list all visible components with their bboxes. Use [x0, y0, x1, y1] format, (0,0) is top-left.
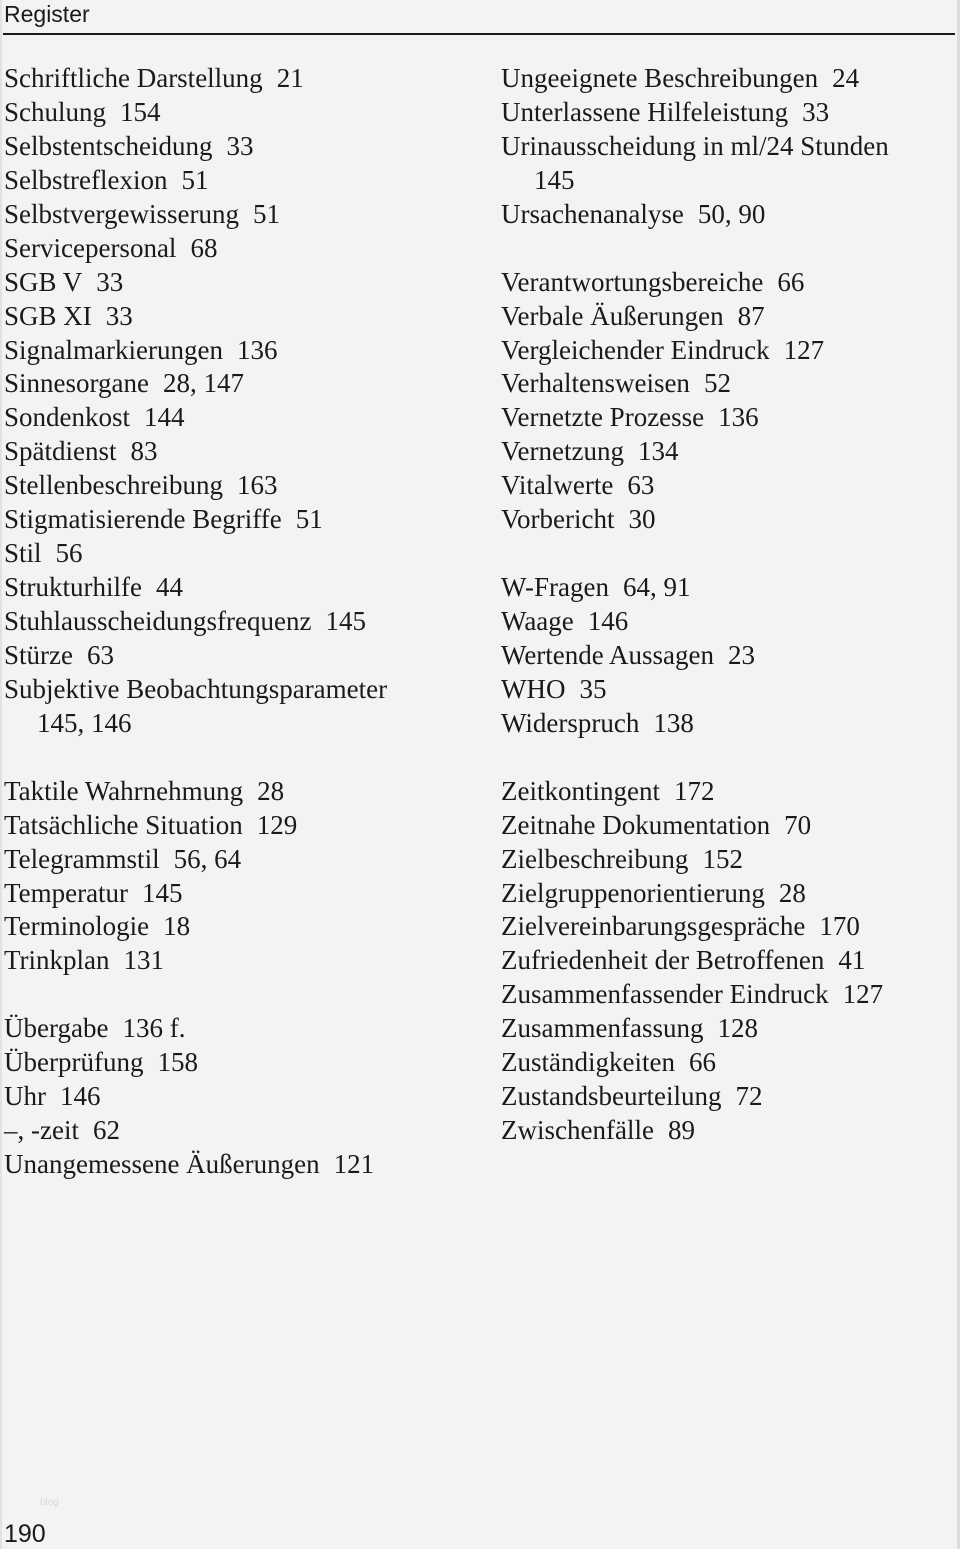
index-page-ref: 172	[673, 775, 715, 806]
index-page-ref: 136	[236, 334, 278, 365]
index-entry	[4, 266, 484, 300]
index-page-ref: 152	[702, 843, 743, 874]
index-entry	[501, 843, 956, 877]
index-page-ref: 52	[703, 368, 731, 399]
index-term: W-Fragen	[501, 572, 609, 603]
index-entry	[4, 775, 484, 809]
page-header-title: Register	[4, 1, 90, 27]
index-term: Trinkplan	[4, 945, 110, 976]
index-spacer	[4, 978, 484, 1012]
index-entry	[501, 944, 956, 978]
index-entry	[4, 96, 484, 130]
index-page-ref: 127	[842, 979, 884, 1010]
index-term: Selbstvergewisserung	[4, 198, 239, 229]
index-page-ref: 41	[838, 945, 866, 976]
index-page-ref: 51	[252, 198, 280, 229]
index-page-ref: 21	[276, 63, 304, 93]
index-entry	[4, 334, 484, 368]
index-term: Stürze	[4, 639, 73, 670]
index-term: SGB XI	[4, 300, 92, 331]
watermark: blog	[40, 1497, 59, 1508]
index-term: Urinausscheidung in ml/24 Stunden	[501, 130, 889, 161]
index-page-ref: 33	[105, 300, 133, 331]
index-entry	[501, 809, 956, 843]
index-entry	[501, 503, 956, 537]
index-term: Ungeeignete Beschreibungen	[501, 63, 819, 93]
index-term: Stil	[4, 538, 42, 569]
index-page-ref: 23	[728, 639, 756, 670]
index-entry	[4, 1012, 484, 1046]
index-entry	[501, 571, 956, 605]
index-page-ref: 28, 147	[162, 368, 244, 399]
index-term: Terminologie	[4, 911, 150, 942]
index-term: Schulung	[4, 96, 107, 127]
index-page-ref: 146	[587, 606, 629, 636]
index-term: Wertende Aussagen	[501, 639, 715, 670]
index-entry	[4, 1148, 484, 1182]
index-spacer	[4, 741, 484, 775]
index-term: Unangemessene Äußerungen	[4, 1149, 320, 1179]
index-entry	[4, 707, 484, 741]
index-term: Telegrammstil	[4, 843, 160, 874]
index-entry	[4, 300, 484, 334]
index-page-ref: 158	[157, 1047, 198, 1078]
index-term: Verhaltensweisen	[501, 368, 690, 399]
index-entry	[501, 978, 956, 1012]
index-page-ref: 50, 90	[697, 198, 766, 229]
index-term: Vergleichender Eindruck	[501, 334, 770, 365]
index-entry	[4, 367, 484, 401]
index-entry	[4, 62, 484, 96]
index-entry	[501, 96, 956, 130]
index-page-ref: 64, 91	[622, 572, 691, 603]
index-page-ref: 145, 146	[37, 707, 132, 738]
index-page-ref: 51	[295, 504, 323, 535]
index-page-ref: 129	[256, 809, 298, 840]
index-term: WHO	[501, 673, 566, 704]
index-page-ref: 145	[142, 877, 183, 908]
index-term: Zusammenfassender Eindruck	[501, 979, 829, 1010]
index-page-ref: 138	[653, 707, 694, 738]
index-entry	[4, 130, 484, 164]
index-entry	[4, 401, 484, 435]
index-page-ref: 131	[123, 945, 165, 976]
index-entry	[4, 435, 484, 469]
index-entry	[501, 1012, 956, 1046]
index-term: Spätdienst	[4, 436, 117, 467]
index-term: Zustandsbeurteilung	[501, 1081, 722, 1112]
index-entry	[501, 367, 956, 401]
index-term: Unterlassene Hilfeleistung	[501, 96, 789, 127]
index-page-ref: 145	[325, 606, 366, 636]
index-entry	[501, 164, 956, 198]
index-column-right	[501, 62, 956, 1148]
index-spacer	[501, 741, 956, 775]
index-entry	[4, 877, 484, 911]
header-divider	[3, 33, 955, 35]
index-entry	[4, 232, 484, 266]
index-entry	[501, 910, 956, 944]
index-term: Zeitkontingent	[501, 775, 660, 806]
index-term: Strukturhilfe	[4, 572, 142, 603]
index-entry	[4, 910, 484, 944]
index-term: Verbale Äußerungen	[501, 300, 724, 331]
index-term: Verantwortungsbereiche	[501, 266, 764, 297]
index-entry	[4, 469, 484, 503]
index-page-ref: 83	[130, 436, 158, 467]
index-page-ref: 145	[534, 164, 575, 195]
index-page-ref: 62	[92, 1115, 120, 1146]
index-term: Uhr	[4, 1081, 46, 1112]
index-spacer	[501, 232, 956, 266]
index-page-ref: 136 f.	[122, 1013, 186, 1044]
index-entry	[501, 469, 956, 503]
index-page-ref: 66	[688, 1047, 716, 1078]
index-term: Zielvereinbarungsgespräche	[501, 911, 806, 942]
index-term: Zusammenfassung	[501, 1013, 704, 1044]
index-page-ref: 28	[778, 877, 806, 908]
index-entry	[4, 537, 484, 571]
index-term: Vernetzung	[501, 436, 624, 467]
index-term: Stuhlausscheidungsfrequenz	[4, 606, 312, 636]
index-entry	[501, 1114, 956, 1148]
index-page-ref: 33	[802, 96, 830, 127]
index-term: Widerspruch	[501, 707, 640, 738]
index-page-ref: 33	[226, 130, 254, 161]
index-entry	[501, 1046, 956, 1080]
index-entry	[4, 673, 484, 707]
index-page-ref: 56	[55, 538, 83, 569]
index-page-ref: 33	[96, 266, 124, 297]
index-term: Ursachenanalyse	[501, 198, 684, 229]
index-term: Zielgruppenorientierung	[501, 877, 765, 908]
index-entry	[4, 944, 484, 978]
index-entry	[501, 62, 956, 96]
index-spacer	[501, 537, 956, 571]
index-page-ref: 121	[333, 1149, 375, 1179]
index-page-ref: 163	[236, 470, 278, 501]
index-term: Vitalwerte	[501, 470, 614, 501]
index-term: –, -zeit	[4, 1115, 79, 1146]
index-page-ref: 170	[819, 911, 860, 942]
index-page-ref: 51	[181, 164, 209, 195]
index-page-ref: 128	[717, 1013, 758, 1044]
index-term: Vorbericht	[501, 504, 615, 535]
index-term: SGB V	[4, 266, 83, 297]
index-entry	[501, 775, 956, 809]
index-entry	[501, 877, 956, 911]
index-entry	[501, 435, 956, 469]
index-column-left	[4, 62, 484, 1182]
index-term: Subjektive Beobachtungsparameter	[4, 673, 388, 704]
index-page-ref: 63	[86, 639, 114, 670]
index-entry	[501, 334, 956, 368]
index-entry	[501, 300, 956, 334]
index-term: Tatsächliche Situation	[4, 809, 243, 840]
index-term: Selbstentscheidung	[4, 130, 213, 161]
index-page-ref: 144	[144, 402, 185, 433]
index-page-ref: 127	[783, 334, 825, 365]
index-term: Zwischenfälle	[501, 1115, 654, 1146]
index-entry	[4, 843, 484, 877]
index-page-ref: 28	[257, 775, 285, 806]
index-term: Vernetzte Prozesse	[501, 402, 705, 433]
index-entry	[4, 503, 484, 537]
index-entry	[501, 639, 956, 673]
index-term: Stellenbeschreibung	[4, 470, 223, 501]
index-term: Sinnesorgane	[4, 368, 149, 399]
index-page-ref: 24	[832, 63, 860, 93]
index-entry	[501, 130, 956, 164]
index-page-ref: 87	[737, 300, 765, 331]
index-page-ref: 134	[637, 436, 679, 467]
index-term: Zielbeschreibung	[501, 843, 689, 874]
index-term: Schriftliche Darstellung	[4, 63, 263, 93]
page-edge-left	[0, 0, 2, 1549]
index-term: Zufriedenheit der Betroffenen	[501, 945, 825, 976]
index-entry	[4, 571, 484, 605]
index-page-ref: 68	[190, 232, 218, 263]
index-page-ref: 146	[60, 1081, 101, 1112]
index-term: Überprüfung	[4, 1047, 144, 1078]
index-entry	[4, 164, 484, 198]
index-page-ref: 154	[120, 96, 161, 127]
index-entry	[4, 605, 484, 639]
index-entry	[4, 1046, 484, 1080]
index-term: Signalmarkierungen	[4, 334, 223, 365]
index-term: Selbstreflexion	[4, 164, 168, 195]
index-entry	[4, 639, 484, 673]
index-page-ref: 89	[667, 1115, 695, 1146]
index-entry	[501, 198, 956, 232]
index-entry	[501, 707, 956, 741]
index-entry	[501, 673, 956, 707]
index-page-ref: 44	[155, 572, 183, 603]
index-entry	[4, 198, 484, 232]
index-term: Zeitnahe Dokumentation	[501, 809, 771, 840]
index-entry	[4, 809, 484, 843]
index-page-ref: 56, 64	[173, 843, 242, 874]
index-entry	[501, 1080, 956, 1114]
index-term: Zuständigkeiten	[501, 1047, 675, 1078]
index-term: Stigmatisierende Begriffe	[4, 504, 282, 535]
page-number: 190	[4, 1520, 46, 1548]
index-page-ref: 18	[163, 911, 191, 942]
index-page-ref: 63	[627, 470, 655, 501]
index-term: Taktile Wahrnehmung	[4, 775, 244, 806]
index-term: Servicepersonal	[4, 232, 177, 263]
index-entry	[4, 1114, 484, 1148]
index-entry	[501, 266, 956, 300]
index-term: Temperatur	[4, 877, 129, 908]
index-page-ref: 30	[628, 504, 656, 535]
index-term: Übergabe	[4, 1013, 109, 1044]
index-term: Sondenkost	[4, 402, 131, 433]
index-term: Waage	[501, 606, 574, 636]
index-page-ref: 72	[735, 1081, 763, 1112]
index-entry	[501, 401, 956, 435]
index-page-ref: 66	[777, 266, 805, 297]
index-page-ref: 70	[784, 809, 812, 840]
index-page-ref: 136	[718, 402, 759, 433]
index-page-ref: 35	[579, 673, 607, 704]
index-entry	[4, 1080, 484, 1114]
index-entry	[501, 605, 956, 639]
